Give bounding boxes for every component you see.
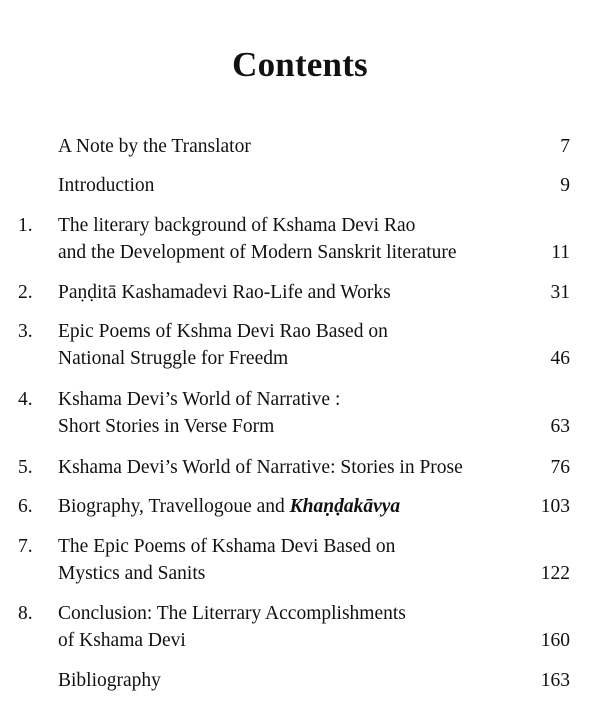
- toc-entry-chapter-7[interactable]: [0, 533, 600, 587]
- toc-entry-title: [58, 279, 538, 306]
- toc-page-number: 163: [540, 670, 570, 691]
- chapter-number: 4.: [18, 389, 33, 410]
- toc-entry-title: [58, 533, 538, 587]
- toc-entry-line: Short Stories in Verse Form: [58, 416, 275, 437]
- toc-entry-line: Kshama Devi’s World of Narrative :: [58, 389, 341, 410]
- toc-entry-translator-note[interactable]: [0, 133, 600, 160]
- toc-entry-title: [58, 212, 538, 266]
- toc-entry-chapter-5[interactable]: [0, 454, 600, 481]
- chapter-number: 3.: [18, 321, 33, 342]
- chapter-number: 5.: [18, 457, 33, 478]
- toc-entry-line: of Kshama Devi: [58, 630, 186, 651]
- chapter-number: 2.: [18, 282, 33, 303]
- toc-entry-line: National Struggle for Freedm: [58, 348, 289, 369]
- toc-entry-line: The literary background of Kshama Devi Rao: [58, 215, 416, 236]
- chapter-number: 6.: [18, 496, 33, 517]
- toc-entry-line-text: Biography, Travellogoue and: [58, 496, 285, 517]
- toc-entry-line: [58, 493, 538, 520]
- page-title: Contents: [232, 45, 368, 84]
- toc-page-number: 63: [550, 416, 570, 437]
- toc-entry-line: and the Development of Modern Sanskrit literature: [58, 242, 457, 263]
- toc-entry-chapter-3[interactable]: [0, 318, 600, 372]
- toc-entry-introduction[interactable]: [0, 172, 600, 199]
- toc-entry-title: [58, 318, 538, 372]
- toc-page-number: 160: [540, 630, 570, 651]
- toc-page-number: 31: [550, 282, 570, 303]
- toc-page-number: 122: [540, 563, 570, 584]
- toc-entry-line: Conclusion: The Literrary Accomplishments: [58, 603, 406, 624]
- toc-entry-line: Mystics and Sanits: [58, 563, 206, 584]
- chapter-number: 1.: [18, 215, 33, 236]
- toc-page-number: 11: [551, 242, 570, 263]
- toc-entry-line: Bibliography: [58, 670, 161, 691]
- chapter-number: 8.: [18, 603, 33, 624]
- toc-entry-emphasis: Khaṇḍakāvya: [289, 496, 401, 517]
- toc-entry-title: [58, 386, 538, 440]
- toc-entry-line: A Note by the Translator: [58, 136, 251, 157]
- chapter-number: 7.: [18, 536, 33, 557]
- toc-entry-chapter-2[interactable]: [0, 279, 600, 306]
- toc-entry-line: Introduction: [58, 175, 155, 196]
- toc-entry-title: [58, 133, 538, 160]
- toc-page-number: 9: [560, 175, 570, 196]
- toc-entry-chapter-6[interactable]: [0, 493, 600, 520]
- toc-entry-title: [58, 600, 538, 654]
- toc-entry-line: The Epic Poems of Kshama Devi Based on: [58, 536, 396, 557]
- toc-entry-chapter-8[interactable]: [0, 600, 600, 654]
- toc-entry-bibliography[interactable]: [0, 667, 600, 694]
- toc-page-number: 46: [550, 348, 570, 369]
- toc-entry-title: [58, 172, 538, 199]
- toc-entry-chapter-4[interactable]: [0, 386, 600, 440]
- toc-page-number: 76: [550, 457, 570, 478]
- toc-page-number: 103: [540, 496, 570, 517]
- toc-entry-title: [58, 493, 538, 520]
- toc-entry-line: Kshama Devi’s World of Narrative: Stories in Prose: [58, 457, 463, 478]
- toc-entry-title: [58, 667, 538, 694]
- toc-entry-line: Paṇḍitā Kashamadevi Rao-Life and Works: [58, 282, 391, 303]
- toc-entry-title: [58, 454, 538, 481]
- toc-entry-line: Epic Poems of Kshma Devi Rao Based on: [58, 321, 388, 342]
- toc-page-number: 7: [560, 136, 570, 157]
- toc-entry-chapter-1[interactable]: [0, 212, 600, 266]
